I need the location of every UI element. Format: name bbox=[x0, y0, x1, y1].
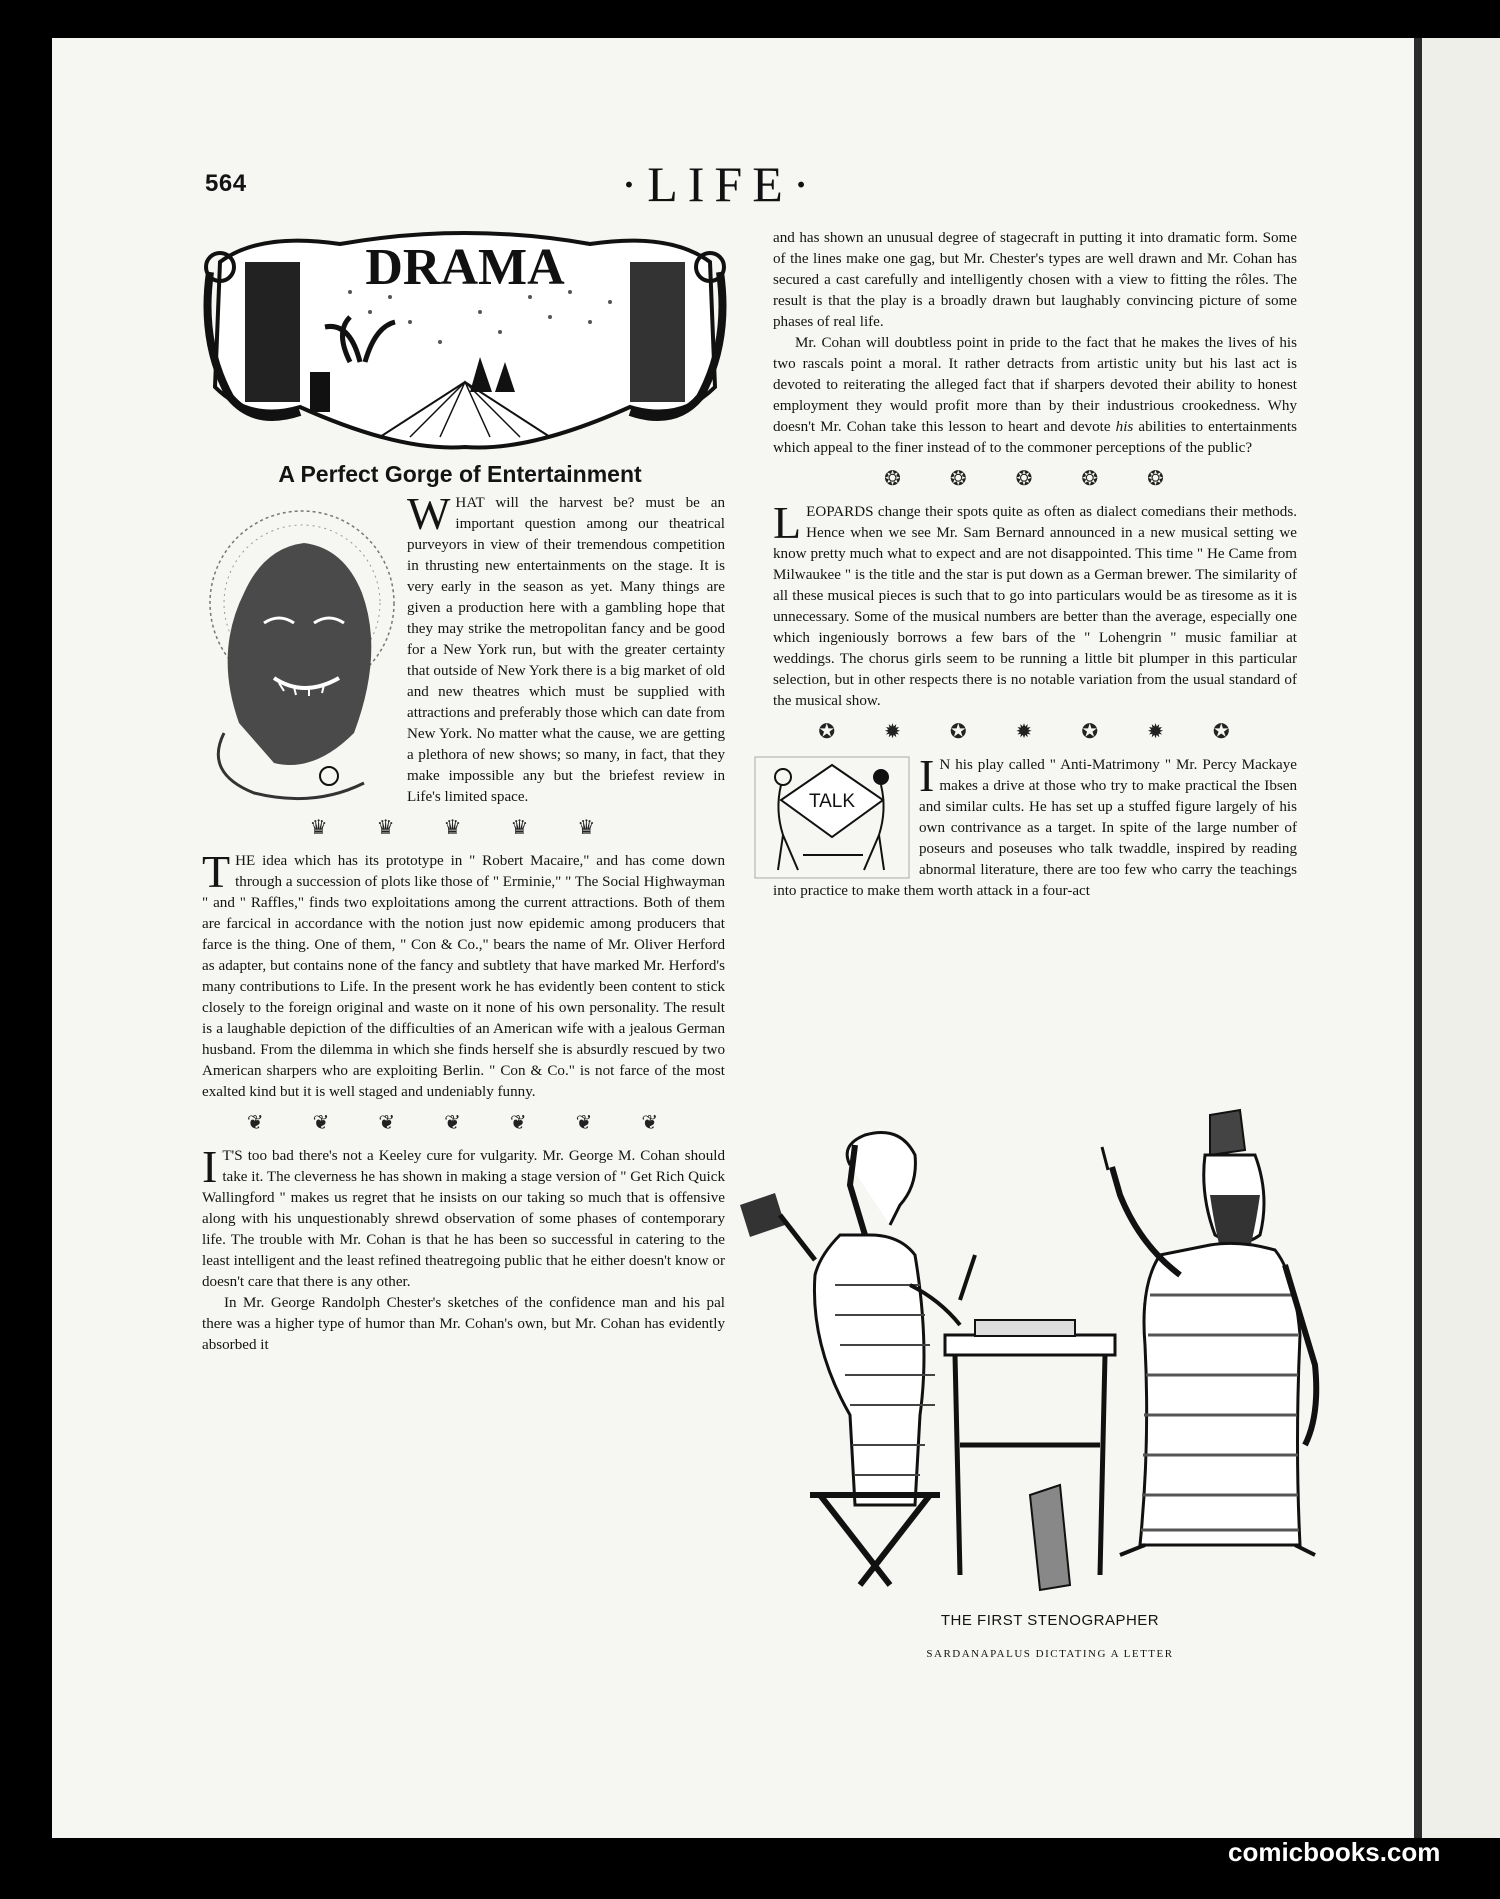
masthead: ·LIFE· bbox=[620, 156, 820, 212]
illustration-caption: THE FIRST STENOGRAPHER bbox=[940, 1612, 1160, 1629]
paragraph-chester: In Mr. George Randolph Chester's sketches of the confidence man and his pal there was a higher type of humor than Mr. Cohan's own, but Mr. Cohan has evidently absorbed it bbox=[202, 1295, 725, 1353]
paragraph-harvest: HAT will the harvest be? must be an important question among our theatrical purveyors in view of their tremendous competition in thrusting new entertainments on the stage. It is very early in the season as yet. Many things are given a production here with a gambling hope that they may strike the metropolitan fancy and be good for a New York run, but with the greater certainty that outside of New York there is a big market of old and new theatres which must be supplied with attractions and preferably those which can date from New York. No matter what the cause, we are getting a plethora of new shows; so many, in fact, that they make impossible any but the briefest review in Life's limited space. bbox=[407, 495, 725, 805]
left-column bbox=[202, 488, 725, 1356]
drama-banner-illustration bbox=[200, 222, 730, 462]
paragraph-stagecraft: and has shown an unusual degree of stagecraft in putting it into dramatic form. Some of the lines make one gag, but Mr. Chester's types are well drawn and Mr. Cohan has secured a cast carefully and intelligently chosen with a view to fitting the rôles. The result is that the play is a broadly drawn but laughably convincing picture of some phases of real life. bbox=[773, 230, 1297, 330]
talk-sign: TALK bbox=[808, 791, 856, 812]
dropcap: L bbox=[773, 497, 802, 548]
first-stenographer-illustration bbox=[740, 1085, 1330, 1605]
paragraph-moral: Mr. Cohan will doubtless point in pride to the fact that he makes the lives of his two rascals point a moral. It rather detracts from artistic unity but his last act is devoted to reiterating the alleged fact that if sharpers devoted their ability to honest employment they would profit more than by their industrious crookedness. Why doesn't Mr. Cohan take this lesson to heart and devote his abilities to entertainments which appeal to the finer instead of to the commoner perceptions of the public? bbox=[773, 335, 1297, 456]
talk-illustration bbox=[753, 755, 911, 880]
sphinx-illustration bbox=[194, 493, 399, 811]
dropcap: T bbox=[202, 846, 231, 897]
page-number: 564 bbox=[205, 170, 247, 197]
ornament-divider-birds: ❦ ❦ ❦ ❦ ❦ ❦ ❦ bbox=[246, 1112, 681, 1134]
watermark: comicbooks.com bbox=[1228, 1837, 1441, 1867]
svg-text:DRAMA: DRAMA bbox=[365, 239, 565, 296]
illustration-subcaption: SARDANAPALUS DICTATING A LETTER bbox=[926, 1648, 1174, 1660]
right-column bbox=[773, 228, 1297, 902]
adjacent-page-edge bbox=[1422, 38, 1500, 1838]
paragraph-anti-matrimony: N his play called " Anti-Matrimony " Mr. Percy Mackaye makes a drive at those who try to make practical the Ibsen and similar cults. He has set up a stuffed figure largely of his own contrivance as a target. In spite of the large number of poseurs and poseuses who talk twaddle, inspired by reading abnormal literature, there are too few who carry the teachings into practice to make them worth attack in a four-act bbox=[773, 757, 1297, 899]
dropcap: W bbox=[407, 488, 451, 539]
paragraph-con-and-co: HE idea which has its prototype in " Robert Macaire," and has come down through a succession of plots like those of " Erminie," " The Social Highwayman " and " Raffles," finds two exploitations among the current attractions. Both of them are farcical in accordance with the notion just now epidemic among producers that farce is the thing. One of them, " Con & Co.," bears the name of Mr. Oliver Herford as adapter, but contains none of the fancy and subtlety that have marked Mr. Herford's many contributions to Life. In the present work he has evidently been content to stick closely to the foreign original and waste on it none of his own personality. The result is a laughable depiction of the difficulties of an American wife with a jealous German husband. From the dilemma in which she finds herself she is absurdly rescued by two American sharpers who are exploiting Berlin. " Con & Co." is not farce of the most exalted kind but it is well staged and undeniably funny. bbox=[202, 853, 725, 1100]
ornament-divider-flowers: ❂ ❂ ❂ ❂ ❂ bbox=[884, 468, 1186, 490]
article-title: A Perfect Gorge of Entertainment bbox=[278, 461, 642, 487]
dropcap: I bbox=[919, 750, 935, 801]
ornament-divider-stars: ✪ ✹ ✪ ✹ ✪ ✹ ✪ bbox=[818, 721, 1252, 743]
dropcap: I bbox=[202, 1141, 218, 1192]
page-spine bbox=[1414, 38, 1422, 1838]
paragraph-leopards: EOPARDS change their spots quite as often as dialect comedians their methods. Hence when we see Mr. Sam Bernard announced in a new musical setting we know pretty much what to expect and are not disappointed. This time " He Came from Milwaukee " is the title and the star is put down as a German brewer. The similarity of all these musical pieces is such that to go into particulars would be as tiresome as it is unnecessary. Some of the musical numbers are better than the average, especially one which ingeniously borrows a few bars of the " Lohengrin " music familiar at weddings. The chorus girls seem to be running a little bit plumper in this particular selection, but in other respects there is no notable variation from the usual standard of the musical show. bbox=[773, 504, 1297, 709]
ornament-divider-crowns: ♛ ♛ ♛ ♛ ♛ bbox=[309, 817, 618, 839]
paragraph-cohan: T'S too bad there's not a Keeley cure for vulgarity. Mr. George M. Cohan should take it. The cleverness he has shown in making a stage version of " Get Rich Quick Wallingford " makes us regret that he insists on our taking so much that is offensive along with his unquestionably shrewd observation of some phases of contemporary life. The trouble with Mr. Cohan is that he has been so successful in catering to the least intelligent and the least refined theatregoing public that he either doesn't know or doesn't care that there is any other. bbox=[202, 1148, 725, 1290]
